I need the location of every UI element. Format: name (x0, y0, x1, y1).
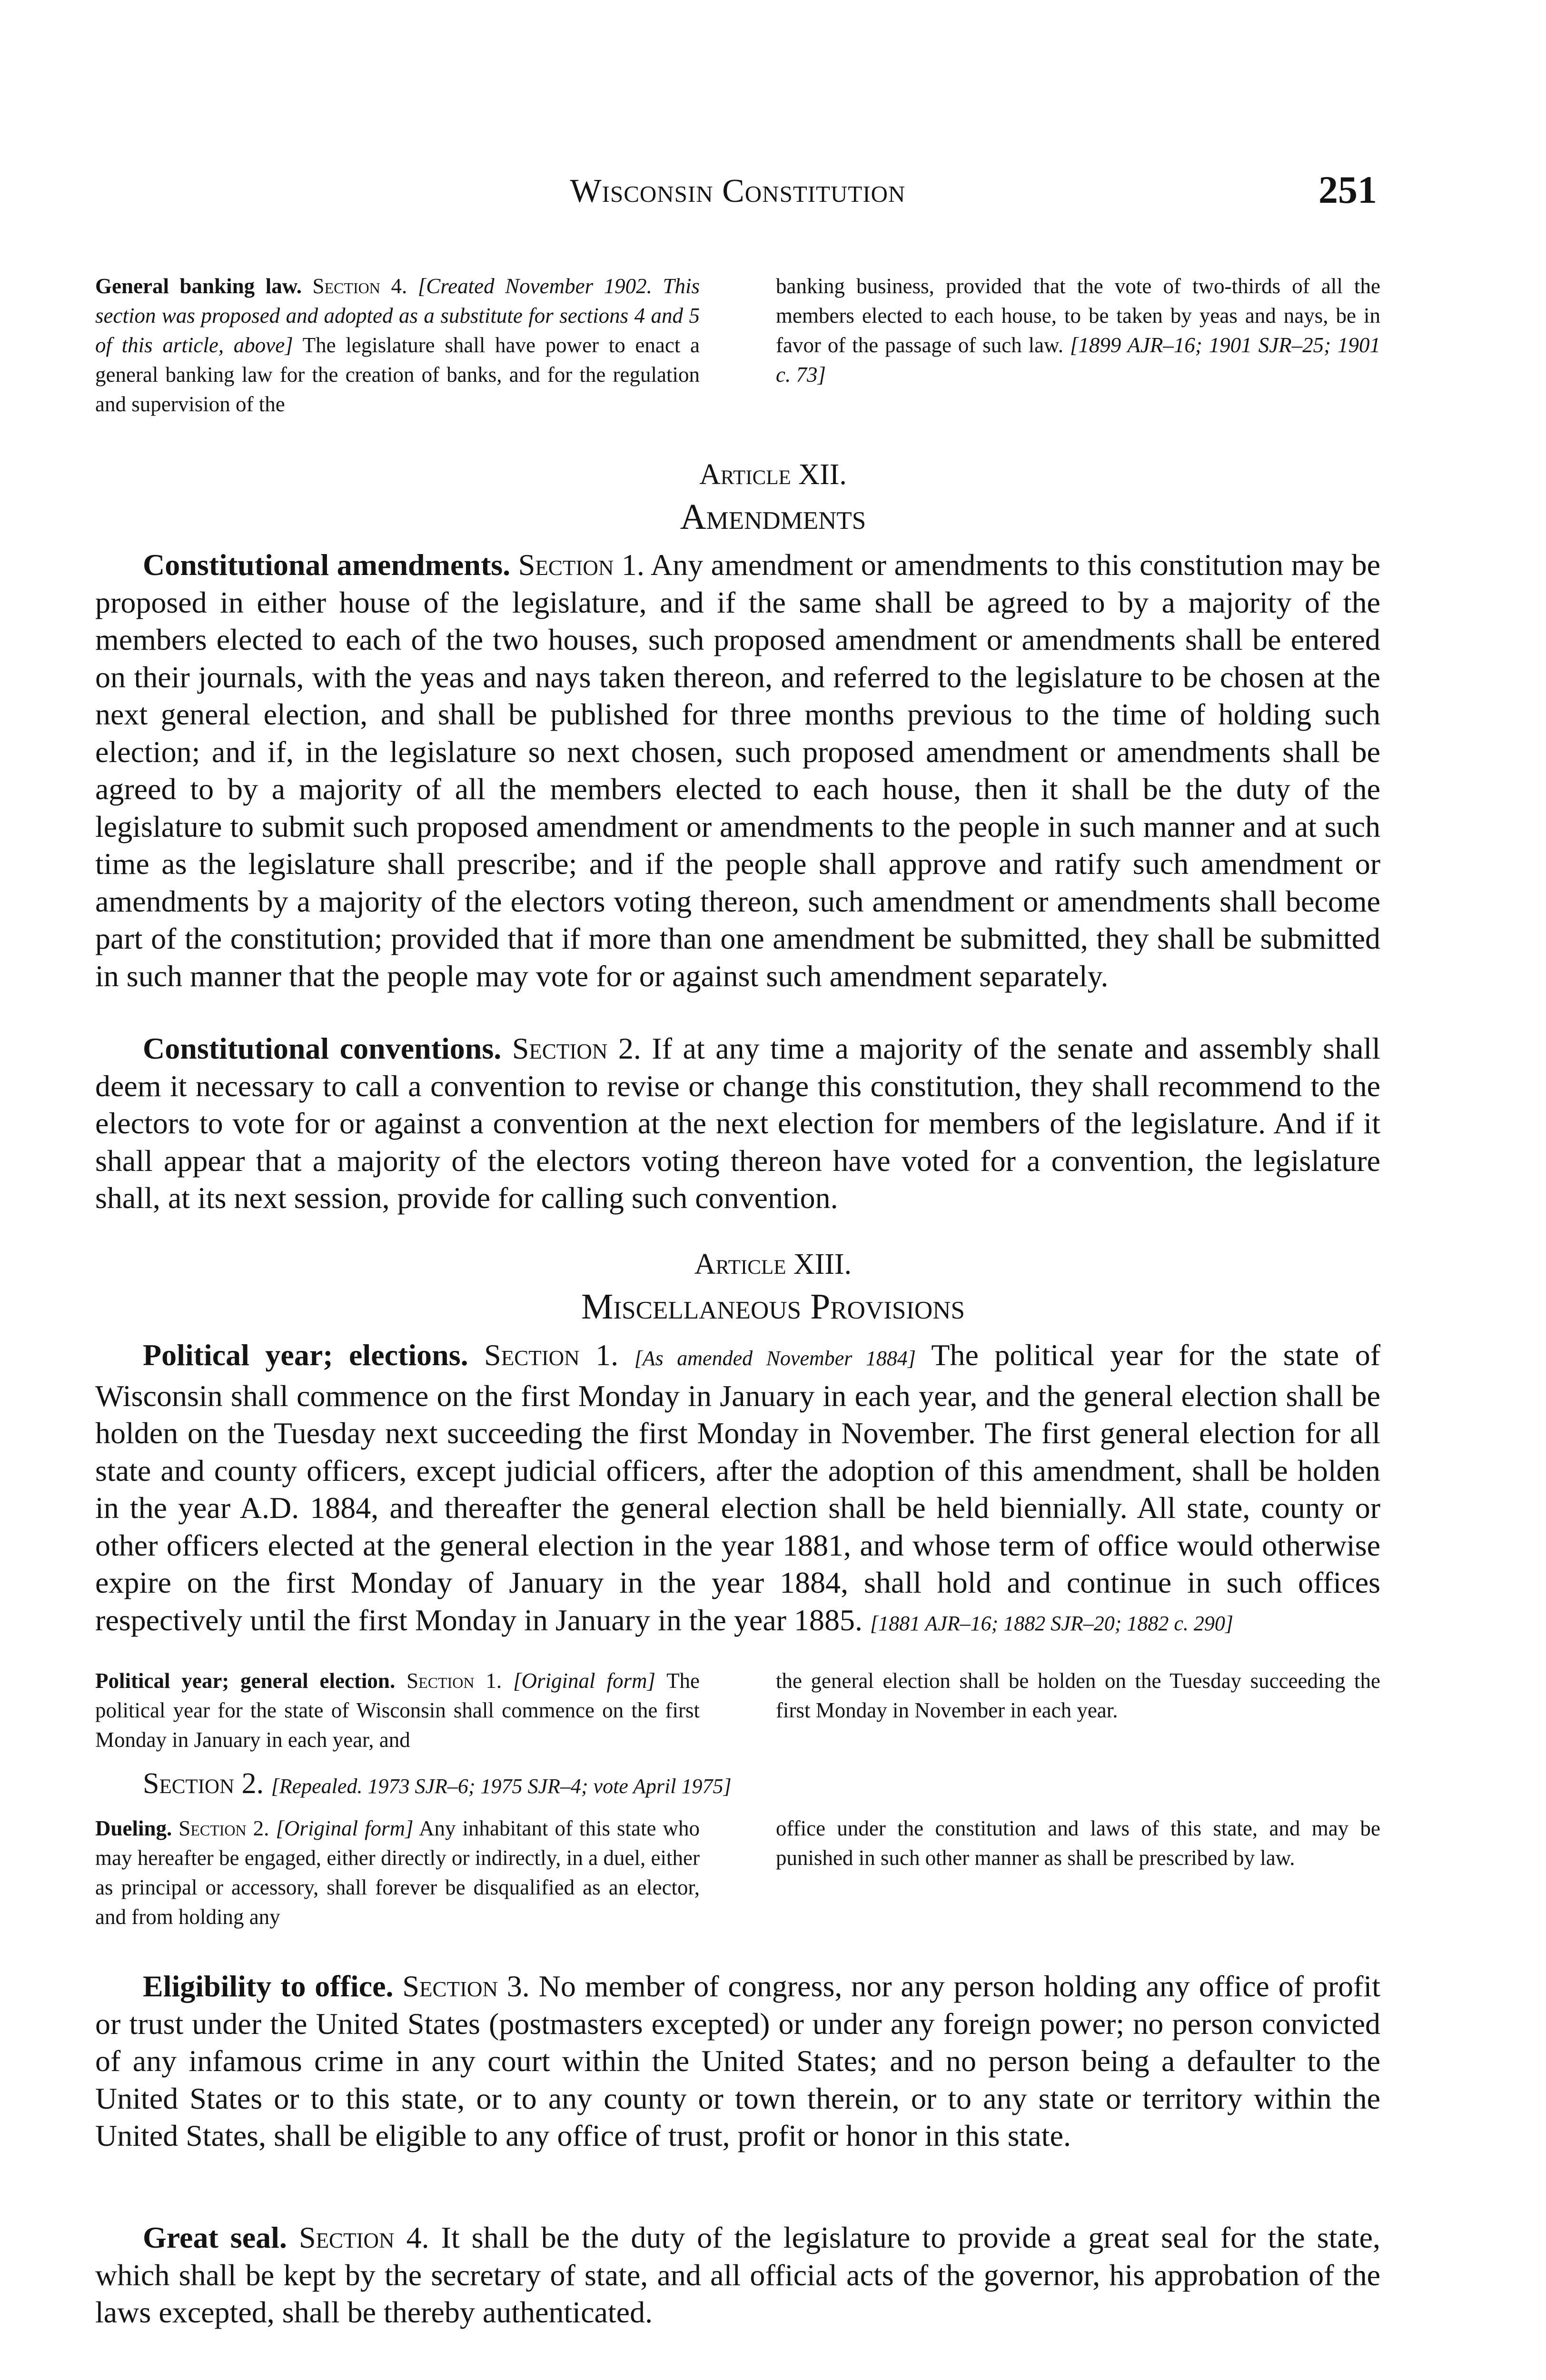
a13-s1-original-text-left: The political year for the state of Wisconsin shall commence on the first Monday in January in each year, and (95, 1669, 700, 1752)
banking-note (95, 271, 1380, 419)
a13-s4-text: It shall be the duty of the legislature to provide a great seal for the state, which shall be kept by the secretary of state, and all official acts of the governor, his approbation of the laws excepted, shall be thereby authenticated. (95, 2221, 1381, 2329)
a13-s1-original-left (95, 1666, 700, 1755)
running-title: Wisconsin Constitution (570, 173, 906, 209)
dueling-note-text: [Original form] (276, 1816, 414, 1840)
article-13-section-3 (95, 1968, 1380, 2155)
a13-s1-heading: Political year; elections. (143, 1338, 468, 1372)
dueling-left (95, 1814, 700, 1932)
article-12-heading (0, 455, 1546, 539)
a13-s4-heading: Great seal. (143, 2221, 287, 2254)
a13-s1-original-text-right: the general election shall be holden on the Tuesday succeeding the first Monday in November in each year. (776, 1669, 1380, 1722)
a13-s1-original-heading: Political year; general election. (95, 1669, 396, 1693)
article-13-section-1 (95, 1337, 1380, 1642)
a13-s3-section: Section 3. (402, 1969, 530, 2003)
a13-s1-original-note-text: [Original form] (513, 1669, 655, 1693)
a12-s1-text: Any amendment or amendments to this constitution may be proposed in either house of the legislature, and if the same shall be agreed to by a majority of the members elected to each of the two houses, such proposed amendment or amendments shall be entered on their journals, with the yeas and nays taken thereon, and referred to the legislature to be chosen at the next general election, and shall be published for three months previous to the time of holding such election; and if, in the legislature so next chosen, such proposed amendment or amendments shall be agreed to by a majority of all the members elected to each house, then it shall be the duty of the legislature to submit such proposed amendment or amendments to the people in such manner and at such time as the legislature shall prescribe; and if the people shall approve and ratify such amendment or amendments by a majority of the electors voting thereon, such amendment or amendments shall become part of the constitution; provided that if more than one amendment be submitted, they shall be submitted in such manner that the people may vote for or against such amendment separately. (95, 548, 1380, 993)
a13-s3-heading: Eligibility to office. (143, 1969, 394, 2003)
a13-s1-original-note (95, 1666, 1380, 1755)
article-12-section-1 (95, 546, 1380, 995)
a13-s2-note: [Repealed. 1973 SJR–6; 1975 SJR–4; vote April 1975] (271, 1775, 732, 1798)
a13-s1-original-right (776, 1666, 1380, 1755)
article-12-title: Amendments (680, 497, 866, 537)
dueling-right (776, 1814, 1380, 1932)
banking-note-text: [Created November 1902. This section was proposed and adopted as a substitute for sections 4 and 5 of this article, above] (95, 274, 700, 357)
a13-s1-section: Section 1. (484, 1338, 619, 1372)
a13-s1-original-section: Section 1. (406, 1669, 502, 1693)
article-12-section-2 (95, 1030, 1380, 1217)
dueling-text-left: Any inhabitant of this state who may hereafter be engaged, either directly or indirectly, in a duel, either as principal or accessory, shall forever be disqualified as an elector, and from holding any (95, 1816, 700, 1929)
a12-s2-section: Section 2. (512, 1031, 641, 1065)
banking-text-left: The legislature shall have power to enact a general banking law for the creation of banks, and for the regulation and supervision of the (95, 333, 700, 416)
article-13-heading (0, 1244, 1546, 1329)
a13-s3-text: No member of congress, nor any person holding any office of profit or trust under the United States (postmasters excepted) or under any foreign power; no person convicted of any infamous crime in any court within the United States; and no person being a defaulter to the United States or to this state, or to any county or town therein, or to any state or territory within the United States, shall be eligible to any office of trust, profit or honor in this state. (95, 1969, 1381, 2152)
dueling-section: Section 2. (178, 1816, 269, 1840)
a13-s4-section: Section 4. (298, 2221, 429, 2254)
a13-s1-text: The political year for the state of Wisconsin shall commence on the first Monday in January in each year, and the general election shall be holden on the Tuesday next succeeding the first Monday in November. The first general election for all state and county officers, except judicial officers, after the adoption of this amendment, shall be holden in the year A.D. 1884, and thereafter the general election shall be held biennially. All state, county or other officers elected at the general election in the year 1881, and whose term of office would otherwise expire on the first Monday of January in the year 1884, shall hold and continue in such offices respectively until the first Monday in January in the year 1885. (95, 1338, 1381, 1637)
a12-s2-heading: Constitutional conventions. (143, 1031, 502, 1065)
a13-s2-section: Section 2. (143, 1767, 264, 1800)
banking-note-left (95, 271, 700, 419)
article-13-title: Miscellaneous Provisions (581, 1287, 965, 1327)
dueling-heading: Dueling. (95, 1816, 172, 1840)
banking-text-right: banking business, provided that the vote of two-thirds of all the members elected to each house, to be taken by yeas and nays, be in favor of the passage of such law. (776, 274, 1380, 357)
banking-ref: [1899 AJR–16; 1901 SJR–25; 1901 c. 73] (776, 333, 1380, 387)
a13-s1-note: [As amended November 1884] (634, 1347, 916, 1370)
banking-note-right (776, 271, 1380, 419)
a12-s2-text: If at any time a majority of the senate and assembly shall deem it necessary to call a convention to revise or change this constitution, they shall recommend to the electors to vote for or against a convention at the next election for members of the legislature. And if it shall appear that a majority of the electors voting thereon have voted for a convention, the legislature shall, at its next session, provide for calling such convention. (95, 1031, 1381, 1215)
page-number: 251 (1318, 168, 1377, 211)
a13-s1-ref: [1881 AJR–16; 1882 SJR–20; 1882 c. 290] (870, 1611, 1234, 1635)
article-12-number: Article XII. (699, 458, 847, 491)
dueling-note (95, 1814, 1380, 1932)
banking-section: Section 4. (312, 274, 407, 298)
a13-s2-repealed (143, 1767, 732, 1801)
article-13-section-4 (95, 2219, 1380, 2331)
a12-s1-section: Section 1. (518, 548, 644, 582)
a12-s1-heading: Constitutional amendments. (143, 548, 511, 582)
article-13-number: Article XIII. (694, 1248, 852, 1280)
dueling-text-right: office under the constitution and laws of this state, and may be punished in such other manner as shall be prescribed by law. (776, 1816, 1380, 1870)
banking-heading: General banking law. (95, 274, 302, 298)
